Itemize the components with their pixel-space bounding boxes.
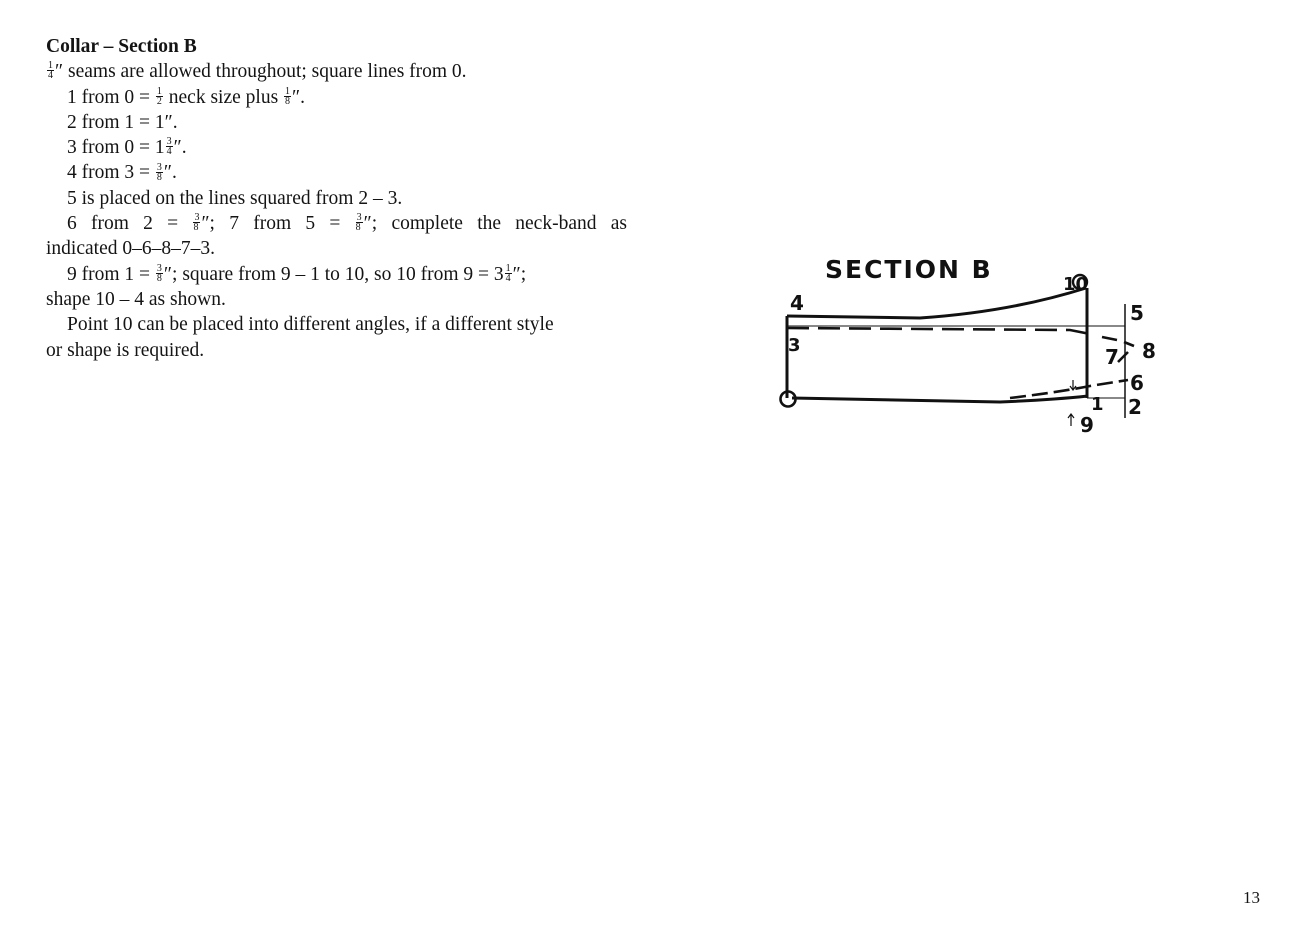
- label-7: 7: [1105, 345, 1119, 369]
- step-8: Point 10 can be placed into different angles, if a different style: [67, 314, 554, 336]
- top-curve: [787, 288, 1086, 318]
- up-arrow-icon: [1068, 414, 1074, 426]
- label-10: 10: [1063, 274, 1089, 295]
- lower-dashed-line: [1010, 380, 1128, 398]
- step-2: 2 from 1 = 1″.: [67, 111, 178, 133]
- step-7: 9 from 1 = $\frac{3}{8}$ ″; square from 9 – 1 to 10, so 10 from 9 = 3 $\frac{1}{4}$ ″;: [67, 262, 527, 285]
- collar-pattern-diagram: [760, 240, 1180, 450]
- intro-line: $\frac{1}{4}$ ″ seams are allowed throughout; square lines from 0.: [48, 60, 467, 83]
- label-4: 4: [790, 291, 804, 315]
- bottom-curve: [792, 396, 1088, 402]
- fraction: $\frac{1}{4}$: [505, 262, 511, 284]
- section-heading: Collar – Section B: [46, 36, 197, 57]
- fraction: $\frac{3}{8}$: [156, 262, 162, 284]
- instructions-text: [46, 34, 627, 363]
- fraction: $\frac{1}{4}$: [48, 60, 53, 82]
- step-4: 4 from 3 = $\frac{3}{8}$ ″.: [67, 161, 177, 184]
- fraction: $\frac{3}{8}$: [355, 212, 362, 234]
- step-5: 5 is placed on the lines squared from 2 – 3.: [67, 187, 403, 209]
- page-number: 13: [1243, 888, 1260, 907]
- step-7-continued: shape 10 – 4 as shown.: [46, 288, 226, 310]
- neck-band-dashed-line: [787, 328, 1090, 334]
- fraction: $\frac{3}{8}$: [193, 212, 200, 234]
- label-2: 2: [1128, 395, 1142, 419]
- step-6-continued: indicated 0–6–8–7–3.: [46, 238, 215, 260]
- fraction: $\frac{3}{4}$: [166, 136, 172, 158]
- step-3: 3 from 0 = 1 $\frac{3}{4}$ ″.: [67, 136, 187, 159]
- fraction: $\frac{3}{8}$: [156, 161, 162, 183]
- step-8-continued: or shape is required.: [46, 339, 205, 361]
- down-arrow-icon: [1070, 380, 1076, 390]
- step-6: 6 from 2 = $\frac{3}{8}$ ″; 7 from 5 = $\frac{3}{8}$ ″; complete the neck-band as: [67, 212, 627, 235]
- fraction: $\frac{1}{2}$: [156, 85, 162, 107]
- label-6: 6: [1130, 371, 1144, 395]
- step-1: 1 from 0 = $\frac{1}{2}$ neck size plus $\frac{1}{8}$ ″.: [67, 85, 306, 108]
- label-8: 8: [1142, 339, 1156, 363]
- label-5: 5: [1130, 301, 1144, 325]
- label-3: 3: [788, 335, 801, 356]
- diagram-title: SECTION B: [825, 255, 993, 284]
- label-1: 1: [1091, 394, 1104, 415]
- fraction: $\frac{1}{8}$: [285, 85, 291, 107]
- label-9: 9: [1080, 413, 1094, 437]
